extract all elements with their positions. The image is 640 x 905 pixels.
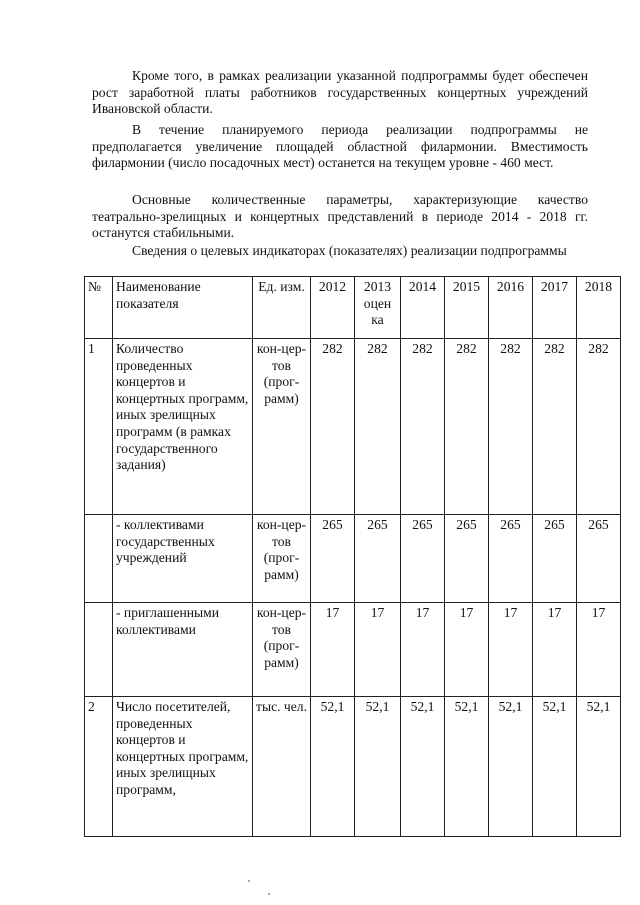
value-2017: 265 [533, 515, 577, 603]
row-num [85, 603, 113, 697]
header-year-2017: 2017 [533, 277, 577, 339]
value-2016: 52,1 [489, 697, 533, 837]
value-2018: 52,1 [577, 697, 621, 837]
header-year-2014: 2014 [401, 277, 445, 339]
table-row [85, 603, 621, 697]
indicators-table [84, 276, 621, 837]
row-unit-text: кон-цер-тов (прог-рамм) [256, 341, 307, 406]
value-2014: 52,1 [401, 697, 445, 837]
header-year-2013 [355, 277, 401, 339]
value-2017: 282 [533, 339, 577, 515]
value-2012: 52,1 [311, 697, 355, 837]
value-2013: 17 [355, 603, 401, 697]
value-2015: 17 [445, 603, 489, 697]
row-unit-text: кон-цер-тов (прог-рамм) [256, 605, 307, 670]
table-row [85, 697, 621, 837]
value-2016: 282 [489, 339, 533, 515]
value-2014: 17 [401, 603, 445, 697]
paragraph-salary-text: Кроме того, в рамках реализации указанной подпрограммы будет обеспечен рост заработной платы работников государственных концертных учреждений Ивановской области. [92, 68, 588, 117]
value-2015: 265 [445, 515, 489, 603]
value-2013: 52,1 [355, 697, 401, 837]
row-name: Количество проведенных концертов и концертных программ, иных зрелищных программ (в рамках государственного задания) [113, 339, 253, 515]
header-year-2016: 2016 [489, 277, 533, 339]
row-num: 1 [85, 339, 113, 515]
table-caption-text: Сведения о целевых индикаторах (показателях) реализации подпрограммы [132, 243, 567, 258]
paragraph-salary [92, 68, 588, 118]
paragraph-parameters [92, 192, 588, 242]
value-2013: 265 [355, 515, 401, 603]
table-header-row [85, 277, 621, 339]
header-year-2015: 2015 [445, 277, 489, 339]
paragraph-philharmonic [92, 122, 588, 172]
value-2016: 265 [489, 515, 533, 603]
row-name: - коллективами государственных учреждений [113, 515, 253, 603]
value-2014: 265 [401, 515, 445, 603]
value-2015: 52,1 [445, 697, 489, 837]
value-2018: 17 [577, 603, 621, 697]
row-unit [253, 339, 311, 515]
value-2017: 52,1 [533, 697, 577, 837]
scan-speck [248, 880, 250, 882]
row-num: 2 [85, 697, 113, 837]
table-caption [92, 243, 588, 260]
value-2015: 282 [445, 339, 489, 515]
header-year-2013-text: 2013 оцен ка [363, 279, 392, 328]
value-2016: 17 [489, 603, 533, 697]
paragraph-parameters-text: Основные количественные параметры, характеризующие качество театрально-зрелищных и концертных представлений в периоде 2014 - 2018 гг. останутся стабильными. [92, 192, 588, 241]
row-name: Число посетителей, проведенных концертов и концертных программ, иных зрелищных программ, [113, 697, 253, 837]
value-2018: 265 [577, 515, 621, 603]
table-row [85, 339, 621, 515]
value-2017: 17 [533, 603, 577, 697]
value-2012: 282 [311, 339, 355, 515]
value-2013: 282 [355, 339, 401, 515]
header-name: Наименование показателя [113, 277, 253, 339]
row-unit-text: кон-цер-тов (прог-рамм) [256, 517, 307, 582]
table-row [85, 515, 621, 603]
row-unit-text: тыс. чел. [256, 699, 307, 714]
row-name: - приглашенными коллективами [113, 603, 253, 697]
row-unit [253, 697, 311, 837]
row-unit [253, 515, 311, 603]
header-unit: Ед. изм. [253, 277, 311, 339]
header-year-2018: 2018 [577, 277, 621, 339]
row-num [85, 515, 113, 603]
value-2018: 282 [577, 339, 621, 515]
value-2014: 282 [401, 339, 445, 515]
scan-speck [268, 893, 270, 895]
paragraph-philharmonic-text: В течение планируемого периода реализации подпрограммы не предполагается увеличение площадей областной филармонии. Вместимость филармонии (число посадочных мест) останется на текущем уровне - 460 мест. [92, 122, 588, 171]
header-num: № [85, 277, 113, 339]
value-2012: 17 [311, 603, 355, 697]
value-2012: 265 [311, 515, 355, 603]
row-unit [253, 603, 311, 697]
header-year-2012: 2012 [311, 277, 355, 339]
